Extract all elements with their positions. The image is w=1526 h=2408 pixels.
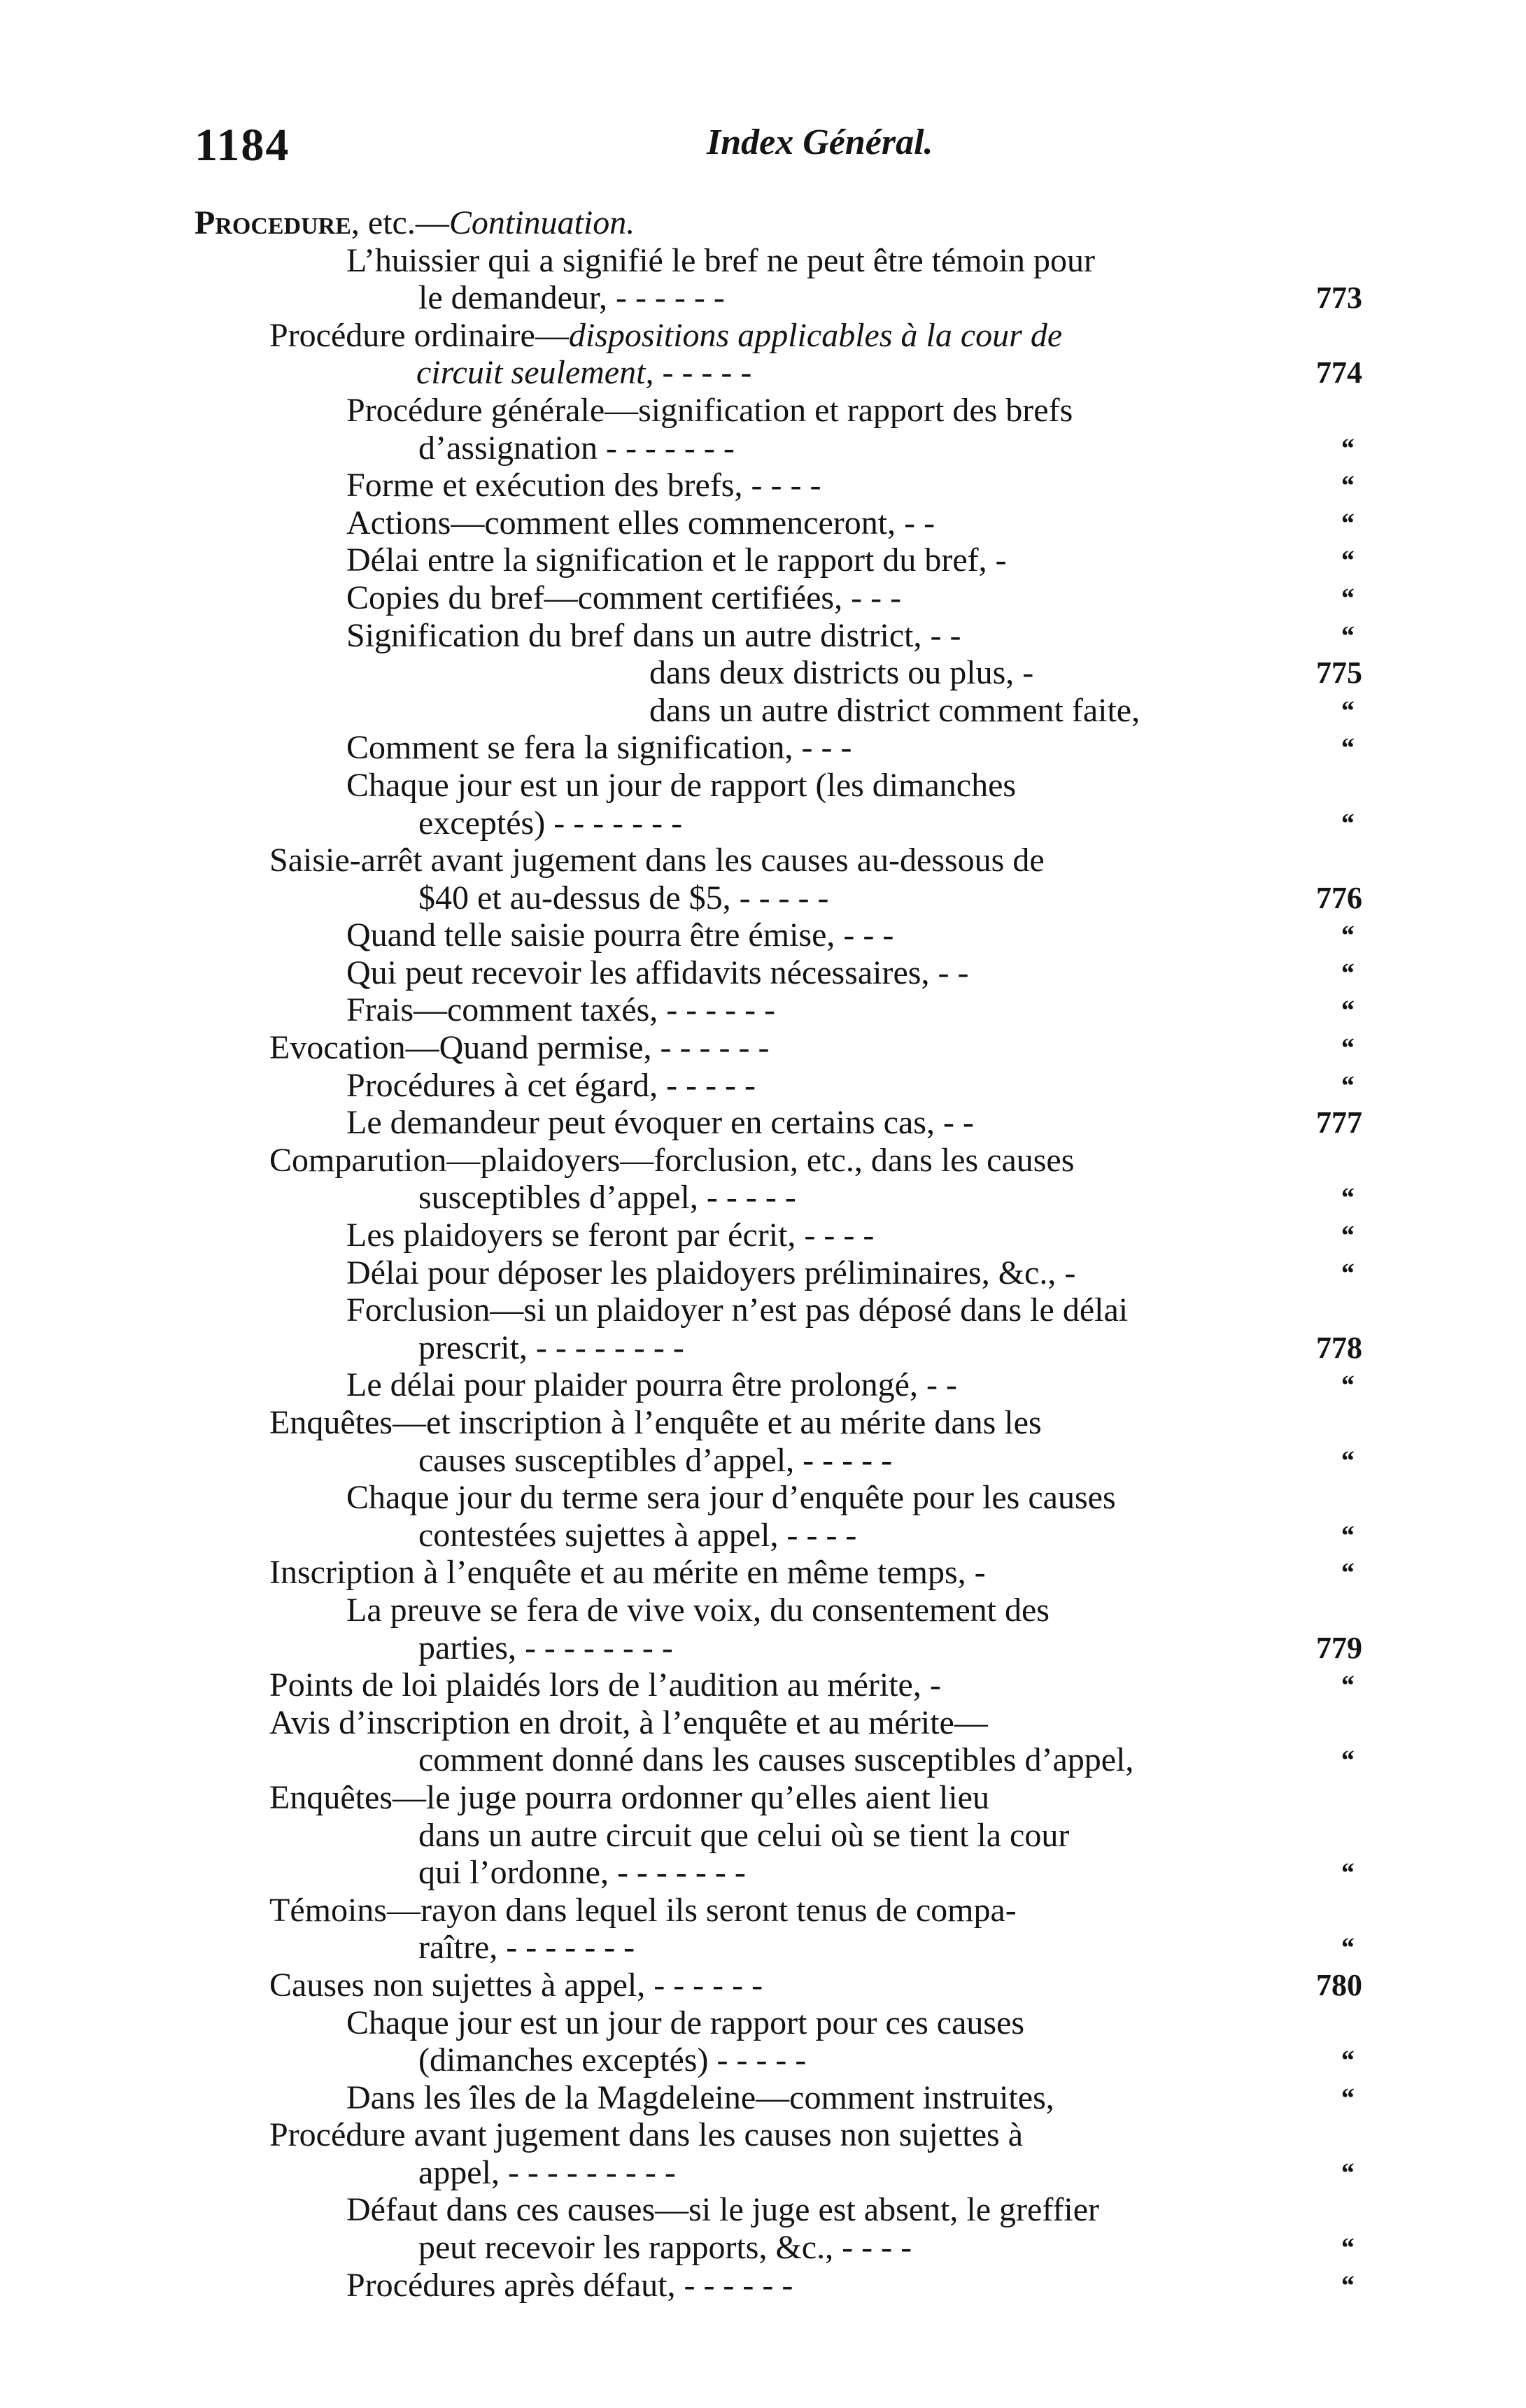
- index-line: [0, 729, 1526, 767]
- index-line: [0, 1179, 1526, 1217]
- index-entry-text: Procédures à cet égard, - - - - -: [346, 1066, 756, 1104]
- index-entry-text: $40 et au-dessus de $5, - - - - -: [418, 879, 829, 916]
- index-entry-text: Inscription à l’enquête et au mérite en même temps, -: [269, 1554, 986, 1592]
- page-reference: “: [1340, 1219, 1354, 1252]
- index-entry-text: Enquêtes—et inscription à l’enquête et au mérite dans les: [269, 1404, 1042, 1441]
- index-entry-text: Evocation—Quand permise, - - - - - -: [269, 1029, 770, 1067]
- index-line: [0, 1517, 1526, 1554]
- index-line: [0, 1142, 1526, 1180]
- section-heading: [0, 204, 1526, 242]
- page-reference: 777: [1316, 1105, 1362, 1140]
- index-line: [0, 1442, 1526, 1480]
- page-reference: “: [1340, 1256, 1354, 1289]
- page-reference: “: [1340, 732, 1354, 764]
- page-reference: “: [1340, 544, 1354, 576]
- page-reference: “: [1340, 469, 1354, 502]
- index-entry-text: Le demandeur peut évoquer en certains cas, - -: [346, 1104, 974, 1142]
- page-header: [0, 119, 1526, 182]
- index-line: [0, 2229, 1526, 2267]
- index-entry-text: Forme et exécution des brefs, - - - -: [346, 467, 821, 504]
- index-entry-text: appel, - - - - - - - - -: [418, 2153, 676, 2191]
- index-line: [0, 617, 1526, 655]
- index-line: [0, 1892, 1526, 1929]
- page-reference: 774: [1316, 355, 1362, 390]
- index-entry-text: Quand telle saisie pourra être émise, - - -: [346, 916, 894, 954]
- index-entry-text: Points de loi plaidés lors de l’audition au mérite, -: [269, 1666, 941, 1704]
- page-reference: “: [1340, 694, 1354, 726]
- index-entry-text: Avis d’inscription en droit, à l’enquête et au mérite—: [269, 1704, 988, 1741]
- index-line: [0, 1817, 1526, 1855]
- page-reference: “: [1340, 2081, 1354, 2113]
- page-reference: “: [1340, 994, 1354, 1026]
- index-entry-text: Délai pour déposer les plaidoyers préliminaires, &c., -: [346, 1254, 1076, 1291]
- index-line: [0, 467, 1526, 504]
- index-entry-text: causes susceptibles d’appel, - - - - -: [418, 1441, 893, 1479]
- page-reference: “: [1340, 1069, 1354, 1101]
- index-line: [0, 954, 1526, 992]
- index-entry-text: parties, - - - - - - - -: [418, 1629, 673, 1666]
- page-reference: “: [1340, 1369, 1354, 1401]
- index-line: [0, 2191, 1526, 2229]
- index-entry-text: Causes non sujettes à appel, - - - - - -: [269, 1966, 763, 2004]
- index-entry-text: qui l’ordonne, - - - - - - -: [418, 1854, 746, 1892]
- index-entry-text: Témoins—rayon dans lequel ils seront tenus de compa-: [269, 1891, 1017, 1929]
- page-reference: “: [1340, 1669, 1354, 1701]
- index-line: [0, 392, 1526, 430]
- index-line: [0, 991, 1526, 1029]
- index-line: [0, 1104, 1526, 1142]
- index-line: [0, 2267, 1526, 2304]
- index-entry-text: Saisie-arrêt avant jugement dans les causes au-dessous de: [269, 842, 1045, 879]
- index-line: [0, 1854, 1526, 1892]
- index-entry-text: dans un autre district comment faite,: [649, 691, 1140, 729]
- index-line: [0, 504, 1526, 542]
- page-reference: 780: [1316, 1967, 1362, 2002]
- index-line: [0, 842, 1526, 879]
- index-entry-text: d’assignation - - - - - - -: [418, 429, 735, 467]
- index-entry-text: Qui peut recevoir les affidavits nécessaires, - -: [346, 954, 969, 991]
- index-line: [0, 2154, 1526, 2192]
- running-title: Index Général.: [707, 122, 933, 162]
- page-reference: “: [1340, 919, 1354, 951]
- index-entry-text: dans deux districts ou plus, -: [649, 654, 1034, 692]
- index-line: [0, 916, 1526, 954]
- index-entry-text: Chaque jour est un jour de rapport (les dimanches: [346, 766, 1017, 804]
- index-entry-text: exceptés) - - - - - - -: [418, 804, 683, 842]
- index-line: [0, 654, 1526, 692]
- page-reference: “: [1340, 1557, 1354, 1589]
- page-reference: “: [1340, 581, 1354, 614]
- index-line: [0, 1741, 1526, 1779]
- index-entry-text: Défaut dans ces causes—si le juge est absent, le greffier: [346, 2191, 1100, 2229]
- index-line: [0, 354, 1526, 392]
- index-line: [0, 1929, 1526, 1967]
- page-reference: “: [1340, 2269, 1354, 2301]
- index-entry-text: Chaque jour est un jour de rapport pour ces causes: [346, 2004, 1025, 2041]
- index-entry-text: raître, - - - - - - -: [418, 1929, 635, 1967]
- page-reference: “: [1340, 1519, 1354, 1551]
- index-entry-text: prescrit, - - - - - - - -: [418, 1329, 684, 1366]
- index-entry-text: Les plaidoyers se feront par écrit, - - - -: [346, 1217, 875, 1254]
- index-line: [0, 2116, 1526, 2154]
- index-line: [0, 1254, 1526, 1292]
- index-line: [0, 1404, 1526, 1442]
- index-entry-text: dans un autre circuit que celui où se tient la cour: [418, 1816, 1070, 1854]
- index-line: [0, 879, 1526, 917]
- index-line: [0, 1592, 1526, 1629]
- index-line: [0, 430, 1526, 467]
- index-line: [0, 1629, 1526, 1667]
- page-reference: “: [1340, 2232, 1354, 2264]
- index-line: [0, 2079, 1526, 2117]
- index-line: [0, 317, 1526, 355]
- index-entry-text: La preuve se fera de vive voix, du consentement des: [346, 1591, 1050, 1629]
- index-entry-text: Copies du bref—comment certifiées, - - -: [346, 579, 902, 616]
- index-line: [0, 692, 1526, 730]
- index-line: [0, 1291, 1526, 1329]
- index-line: [0, 805, 1526, 842]
- page-reference: 778: [1316, 1330, 1362, 1365]
- index-line: [0, 1029, 1526, 1067]
- index-entry-text: circuit seulement, - - - - -: [416, 354, 752, 392]
- page-reference: 779: [1316, 1630, 1362, 1665]
- index-line: [0, 1217, 1526, 1254]
- index-line: [0, 1967, 1526, 2004]
- index-line: [0, 1366, 1526, 1404]
- index-entry-text: Le délai pour plaider pourra être prolongé, - -: [346, 1366, 957, 1404]
- index-entry-text: Procédure générale—signification et rapport des brefs: [346, 391, 1073, 429]
- index-entry-text: Dans les îles de la Magdeleine—comment instruites,: [346, 2078, 1054, 2116]
- page-reference: 773: [1316, 281, 1362, 316]
- index-entry-text: comment donné dans les causes susceptibles d’appel,: [418, 1741, 1134, 1779]
- page-reference: “: [1340, 507, 1354, 539]
- index-line: [0, 1554, 1526, 1592]
- index-entry-text: Procédure ordinaire—dispositions applicables à la cour de: [269, 316, 1063, 354]
- section-heading-italic: Continuation.: [448, 204, 635, 241]
- page-reference: “: [1340, 1182, 1354, 1214]
- page-reference: “: [1340, 1032, 1354, 1064]
- page-number: 1184: [195, 120, 290, 171]
- index-line: [0, 1479, 1526, 1517]
- index-entry-text: Forclusion—si un plaidoyer n’est pas déposé dans le délai: [346, 1291, 1129, 1329]
- index-entry-text: L’huissier qui a signifié le bref ne peut être témoin pour: [346, 241, 1095, 279]
- index-line: [0, 579, 1526, 617]
- index-entry-text: Enquêtes—le juge pourra ordonner qu’elles aient lieu: [269, 1778, 989, 1816]
- index-entry-text: Comment se fera la signification, - - -: [346, 729, 852, 767]
- index-line: [0, 1779, 1526, 1817]
- index-entry-text: Actions—comment elles commenceront, - -: [346, 504, 935, 541]
- index-line: [0, 1704, 1526, 1742]
- index-entry-text: Signification du bref dans un autre district, - -: [346, 616, 961, 654]
- index-entry-text: Délai entre la signification et le rapport du bref, -: [346, 541, 1007, 579]
- index-line: [0, 279, 1526, 317]
- index-entry-text: Comparution—plaidoyers—forclusion, etc., dans les causes: [269, 1141, 1075, 1179]
- page-reference: “: [1340, 2044, 1354, 2076]
- page-reference: “: [1340, 1857, 1354, 1889]
- index-line: [0, 2041, 1526, 2079]
- section-heading-rest: , etc.—: [351, 204, 449, 241]
- index-entry-text: (dimanches exceptés) - - - - -: [418, 2041, 807, 2079]
- index-line: [0, 242, 1526, 280]
- page-reference: “: [1340, 807, 1354, 839]
- index-entry-text: Frais—comment taxés, - - - - - -: [346, 991, 776, 1029]
- index-line: [0, 541, 1526, 579]
- index-line: [0, 2004, 1526, 2042]
- page-reference: 775: [1316, 656, 1362, 690]
- section-heading-caps: Procedure: [195, 204, 351, 241]
- page-reference: “: [1340, 956, 1354, 989]
- page-reference: “: [1340, 1444, 1354, 1476]
- page-reference: 776: [1316, 880, 1362, 915]
- index-entry-text: susceptibles d’appel, - - - - -: [418, 1179, 796, 1217]
- page-reference: “: [1340, 1932, 1354, 1964]
- page-reference: “: [1340, 2156, 1354, 2188]
- index-line: [0, 767, 1526, 805]
- page-reference: “: [1340, 432, 1354, 464]
- index-entries: [0, 204, 1526, 2304]
- index-line: [0, 1067, 1526, 1105]
- index-line: [0, 1329, 1526, 1367]
- index-entry-text: Procédure avant jugement dans les causes non sujettes à: [269, 2116, 1023, 2154]
- index-entry-text: contestées sujettes à appel, - - - -: [418, 1516, 857, 1554]
- page-reference: “: [1340, 619, 1354, 651]
- index-line: [0, 1666, 1526, 1704]
- index-entry-text: Chaque jour du terme sera jour d’enquête pour les causes: [346, 1479, 1116, 1517]
- page-reference: “: [1340, 1744, 1354, 1776]
- index-entry-text: Procédures après défaut, - - - - - -: [346, 2266, 793, 2304]
- index-entry-text: peut recevoir les rapports, &c., - - - -: [418, 2229, 912, 2267]
- index-entry-text: le demandeur, - - - - - -: [418, 279, 725, 317]
